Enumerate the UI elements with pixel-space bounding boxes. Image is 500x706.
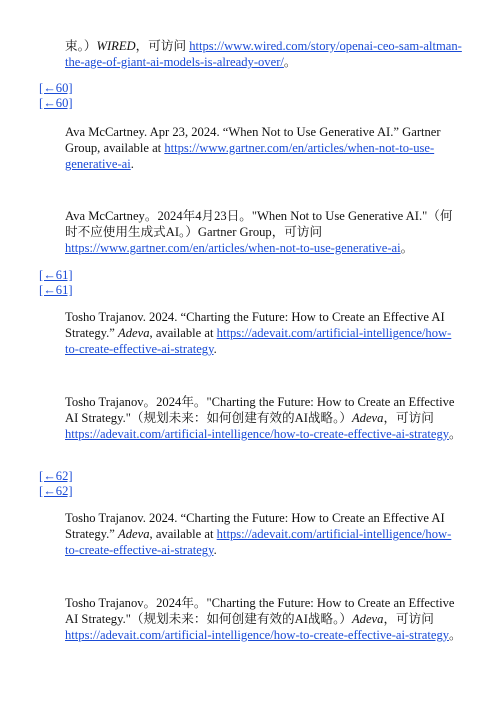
endnote-translation <box>65 394 465 442</box>
reference-link[interactable]: https://adevait.com/artificial-intelligence/how-to-create-effective-ai-strategy <box>65 326 452 356</box>
reference-text: Tosho Trajanov. 2024. “Charting the Future: How to Create an Effective AI Strategy.” <box>65 310 445 340</box>
reference-text: ，可访问 <box>135 39 190 53</box>
endnote-translation <box>65 208 465 256</box>
reference-link[interactable]: https://adevait.com/artificial-intelligence/how-to-create-effective-ai-strategy <box>65 527 452 557</box>
back-link[interactable]: [←60] <box>39 96 73 110</box>
reference-link[interactable]: https://www.wired.com/story/openai-ceo-sam-altman-the-age-of-giant-ai-models-is-already-over/ <box>65 39 462 69</box>
back-links-61 <box>39 268 73 298</box>
reference-text: 。 <box>449 628 462 642</box>
back-links-62 <box>39 469 73 499</box>
publication-name: WIRED <box>96 39 136 53</box>
reference-text: Ava McCartney. Apr 23, 2024. “When Not to Use Generative AI.” Gartner Group, available at <box>65 125 441 155</box>
endnote-original <box>65 510 465 558</box>
reference-text: 束。） <box>65 39 97 53</box>
reference-text: 。 <box>449 427 462 441</box>
back-links-60 <box>39 81 73 111</box>
reference-link[interactable]: https://www.gartner.com/en/articles/when-not-to-use-generative-ai <box>65 241 401 255</box>
reference-text: , available at <box>149 326 217 340</box>
back-link[interactable]: [←62] <box>39 469 73 483</box>
reference-text: . <box>213 342 217 356</box>
journal-name: Adeva <box>351 411 384 425</box>
reference-text: , available at <box>149 527 217 541</box>
reference-link[interactable]: https://adevait.com/artificial-intelligence/how-to-create-effective-ai-strategy <box>65 628 450 642</box>
continued-reference <box>65 38 465 70</box>
reference-text: ，可访问 <box>383 411 434 425</box>
journal-name: Adeva <box>118 326 150 340</box>
journal-name: Adeva <box>118 527 150 541</box>
endnote-original <box>65 309 465 357</box>
reference-text: Tosho Trajanov. 2024. “Charting the Future: How to Create an Effective AI Strategy.” <box>65 511 445 541</box>
reference-text: Tosho Trajanov。2024年。"Charting the Future: How to Create an Effective AI Strategy."（规划未来：如何创建有效的AI战略。） <box>65 395 455 425</box>
reference-text: . <box>213 543 217 557</box>
reference-text: ，可访问 <box>383 612 434 626</box>
journal-name: Adeva <box>351 612 384 626</box>
back-link[interactable]: [←61] <box>39 268 73 282</box>
reference-text: Tosho Trajanov。2024年。"Charting the Future: How to Create an Effective AI Strategy."（规划未来：如何创建有效的AI战略。） <box>65 596 455 626</box>
reference-text: 。 <box>400 241 414 255</box>
reference-text: 。 <box>283 55 297 69</box>
reference-link[interactable]: https://www.gartner.com/en/articles/when-not-to-use-generative-ai <box>65 141 435 171</box>
back-link[interactable]: [←61] <box>39 283 73 297</box>
reference-text: . <box>130 157 134 171</box>
endnote-translation <box>65 595 465 643</box>
back-link[interactable]: [←60] <box>39 81 73 95</box>
reference-link[interactable]: https://adevait.com/artificial-intelligence/how-to-create-effective-ai-strategy <box>65 427 450 441</box>
back-link[interactable]: [←62] <box>39 484 73 498</box>
endnote-original <box>65 124 465 172</box>
reference-text: Ava McCartney。2024年4月23日。"When Not to Use Generative AI."（何时不应使用生成式AI。）Gartner Group，可访问 <box>65 209 453 239</box>
